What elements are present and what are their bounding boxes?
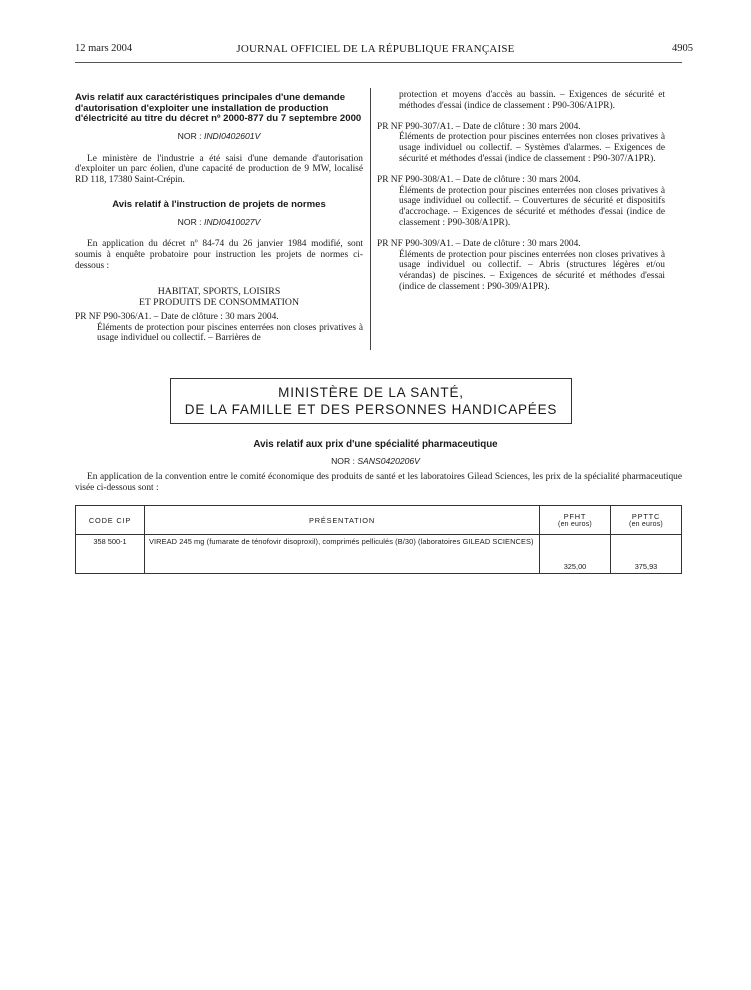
cell-presentation: VIREAD 245 mg (fumarate de ténofovir disoproxil), comprimés pelliculés (B/30) (laboratoires GILEAD SCIENCES) [145, 535, 540, 574]
avis-normes-text: En application du décret nº 84-74 du 26 janvier 1984 modifié, sont soumis à enquête probatoire pour instruction les projets de normes ci-dessous : [75, 239, 363, 271]
norm-entry [377, 122, 665, 165]
header-date: 12 mars 2004 [75, 43, 133, 54]
nor-code: INDI0402601V [203, 130, 261, 141]
pttc-label: PPTTC [631, 512, 661, 521]
avis-eolien-text: Le ministère de l'industrie a été saisi d'une demande d'autorisation d'exploiter un parc éolien, d'une capacité de production de 9 MW, localisé RD 118, 17380 Saint-Crépin. [75, 153, 363, 186]
left-column [75, 93, 363, 344]
ministry-heading-line1: MINISTÈRE DE LA SANTÉ, [278, 385, 464, 400]
ministry-heading-box [170, 378, 572, 424]
norm-entry-body: Éléments de protection pour piscines enterrées non closes privatives à usage individuel ou collectif. – Couvertures de sécurité et dispositifs d'accrochage. – Exigences de sécurité et méthodes d'essai (indice de classement : P90-308/A1PR). [399, 185, 665, 228]
avis-normes-nor [75, 217, 363, 228]
norm-entry-lead: PR NF P90-308/A1. – Date de clôture : 30 mars 2004. [377, 174, 581, 185]
avis-prix-text: En application de la convention entre le comité économique des produits de santé et les laboratoires Gilead Sciences, les prix de la spécialité pharmaceutique visée ci-dessous sont : [75, 472, 682, 493]
table-row [76, 535, 682, 574]
column-divider [370, 88, 371, 350]
col-header-pfht [540, 506, 611, 535]
nor-label: NOR : [331, 455, 355, 466]
section-heading-line1: HABITAT, SPORTS, LOISIRS [157, 285, 281, 297]
right-column [377, 90, 665, 293]
nor-code: SANS0420206V [357, 455, 420, 466]
section-heading-line2: ET PRODUITS DE CONSOMMATION [138, 296, 300, 308]
journal-title: JOURNAL OFFICIEL DE LA RÉPUBLIQUE FRANÇAISE [236, 43, 515, 55]
table-header-row [76, 506, 682, 535]
col-header-presentation: PRÉSENTATION [145, 506, 540, 535]
avis-prix-header [0, 440, 751, 466]
avis-prix-nor [0, 456, 751, 466]
norm-entry [377, 239, 665, 293]
norm-entry [377, 175, 665, 229]
col-header-code: CODE CIP [76, 506, 145, 535]
norm-entry [75, 312, 363, 344]
section-heading [75, 286, 363, 308]
ministry-heading-line2: DE LA FAMILLE ET DES PERSONNES HANDICAPÉES [184, 402, 558, 417]
norm-entry-continuation: protection et moyens d'accès au bassin. – Exigences de sécurité et méthodes d'essai (indice de classement : P90-306/A1PR). [399, 90, 665, 111]
cell-pfht: 325,00 [540, 535, 611, 574]
col-header-pttc [611, 506, 682, 535]
norm-entry-lead: PR NF P90-309/A1. – Date de clôture : 30 mars 2004. [377, 238, 581, 249]
pttc-unit: (en euros) [629, 521, 663, 528]
norm-entry-lead: PR NF P90-307/A1. – Date de clôture : 30 mars 2004. [377, 121, 581, 132]
pfht-unit: (en euros) [558, 521, 592, 528]
price-table [75, 505, 682, 574]
page-number: 4905 [672, 43, 693, 54]
norm-entry-body: Éléments de protection pour piscines enterrées non closes privatives à usage individuel ou collectif. – Systèmes d'alarmes. – Exigences de sécurité et méthodes d'essai (indice de classement : P90-307/A1PR). [399, 132, 665, 164]
nor-code: INDI0410027V [203, 216, 261, 227]
avis-prix-title: Avis relatif aux prix d'une spécialité pharmaceutique [253, 439, 498, 450]
nor-label: NOR : [177, 130, 202, 141]
avis-normes-title: Avis relatif à l'instruction de projets de normes [112, 198, 326, 210]
cell-code: 358 500-1 [76, 535, 145, 574]
norm-entry-body: Éléments de protection pour piscines enterrées non closes privatives à usage individuel ou collectif. – Abris (structures légères et/ou vérandas) de piscines. – Exigences de sécurité et méthodes d'essai (indice de classement : P90-309/A1PR). [399, 249, 665, 292]
avis-eolien-nor [75, 131, 363, 142]
avis-eolien-title: Avis relatif aux caractéristiques principales d'une demande d'autorisation d'exploiter une installation de production d'électricité au titre du décret nº 2000-877 du 7 septembre 2000 [75, 92, 362, 125]
norm-entry-lead: PR NF P90-306/A1. – Date de clôture : 30 mars 2004. [75, 311, 279, 322]
pfht-label: PFHT [563, 512, 587, 521]
cell-pttc: 375,93 [611, 535, 682, 574]
nor-label: NOR : [177, 216, 202, 227]
header-rule [75, 62, 682, 63]
norm-entry-body: Éléments de protection pour piscines enterrées non closes privatives à usage individuel ou collectif. – Barrières de [97, 322, 363, 344]
